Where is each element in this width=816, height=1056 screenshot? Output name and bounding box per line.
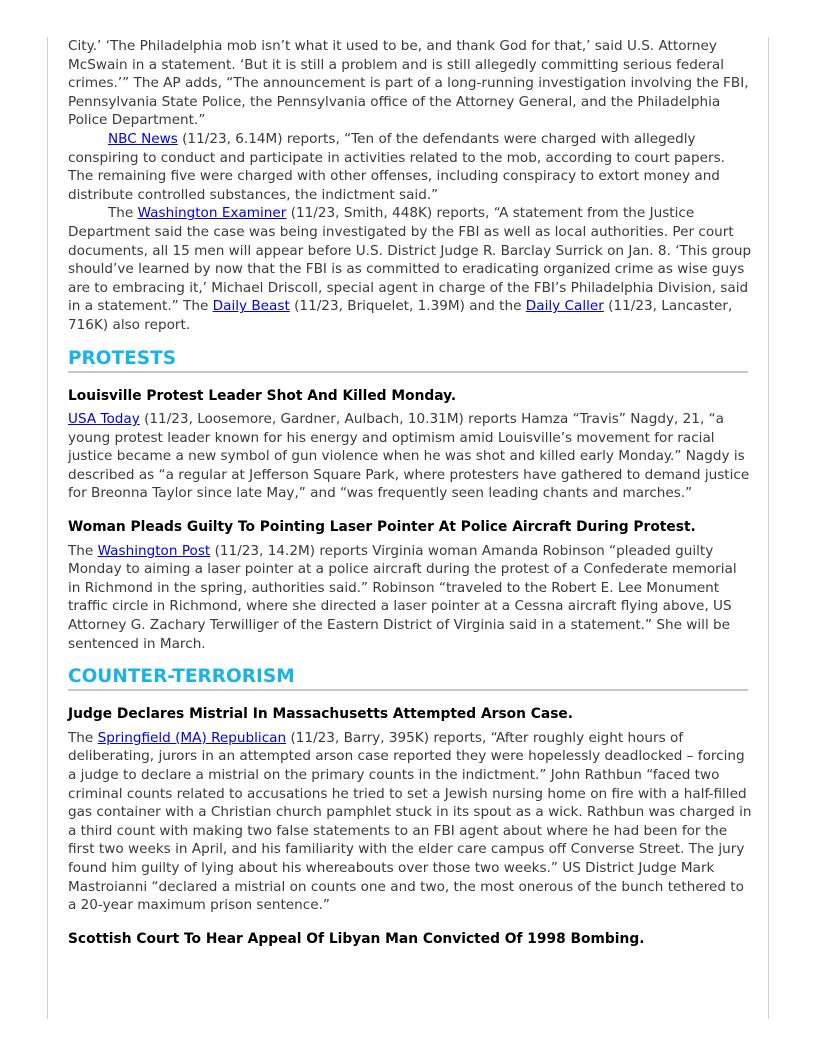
paragraph-text: (11/23, 14.2M) reports Virginia woman Amanda Robinson “pleaded guilty Monday to aiming a laser pointer at a police aircraft during the protest of a Confederate memorial in Richmond in the spring, authorities said.” Robinson “traveled to the Robert E. Lee Monument traffic circle in Richmond, where she directed a laser pointer at a Cessna aircraft flying above, US Attorney G. Zachary Terwilliger of the Eastern District of Virginia said in a statement.” She will be sentenced in March. — [68, 542, 737, 652]
paragraph — [68, 37, 752, 130]
paragraph-text: The — [68, 729, 98, 746]
paragraph — [68, 130, 752, 204]
section-title-counter-terrorism: COUNTER-TERRORISM — [68, 665, 748, 691]
paragraph-text: The — [108, 205, 138, 222]
section-title-protests: PROTESTS — [68, 347, 748, 373]
paragraph-text: The — [68, 542, 98, 559]
story-headline: Louisville Protest Leader Shot And Killed Monday. — [68, 387, 457, 404]
paragraph-text: (11/23, 6.14M) reports, “Ten of the defendants were charged with allegedly conspiring to conduct and participate in activities related to the mob, according to court papers. The remaining five were charged with other offenses, including conspiracy to extort money and distribute controlled substances, the indictment said.” — [68, 130, 725, 203]
paragraph-text: (11/23, Lancaster, 716K) also report. — [68, 298, 733, 333]
paragraph-text: City.’ ‘The Philadelphia mob isn’t what it used to be, and thank God for that,’ said U.S. Attorney McSwain in a statement. ‘But it is still a problem and is still allegedly committing serious federal crimes.’” The AP adds, “The announcement is part of a long-running investigation involving the FBI, Pennsylvania State Police, the Pennsylvania office of the Attorney General, and the Philadelphia Police Department.” — [68, 38, 749, 129]
link-daily-beast[interactable]: Daily Beast — [212, 298, 290, 315]
paragraph-text: (11/23, Briquelet, 1.39M) and the — [289, 298, 526, 315]
link-springfield-republican[interactable]: Springfield (MA) Republican — [97, 729, 287, 746]
paragraph-text: (11/23, Smith, 448K) reports, “A statement from the Justice Department said the case was being investigated by the FBI as well as local authorities. Per court documents, all 15 men will appear before U.S. District Judge R. Barclay Surrick on Jan. 8. ‘This group should’ve learned by now that the FBI is as committed to eradicating organized crime as wise guys are to embracing it,’ Michael Driscoll, special agent in charge of the FBI’s Philadelphia Division, said in a statement.” The — [68, 205, 752, 315]
link-nbc-news[interactable]: NBC News — [108, 130, 178, 147]
story-body — [68, 729, 752, 915]
story-headline: Scottish Court To Hear Appeal Of Libyan Man Convicted Of 1998 Bombing. — [68, 930, 645, 947]
paragraph-text: (11/23, Barry, 395K) reports, “After roughly eight hours of deliberating, jurors in an attempted arson case reported they were hopelessly deadlocked – forcing a judge to declare a mistrial on the primary counts in the indictment.” John Rathbun “faced two criminal counts related to accusations he tried to set a Jewish nursing home on fire with a half-filled gas container with a Christian church pamphlet stuck in its spout as a wick. Rathbun was charged in a third count with making two false statements to an FBI agent about where he had been for the first two weeks in April, and his familiarity with the elder care campus off Converse Street. The jury found him guilty of lying about his whereabouts over those two weeks.” US District Judge Mark Mastroianni “declared a mistrial on counts one and two, the most onerous of the bunch tethered to a 20-year maximum prison sentence.” — [68, 729, 752, 914]
story-headline: Woman Pleads Guilty To Pointing Laser Pointer At Police Aircraft During Protest. — [68, 519, 696, 536]
link-washington-examiner[interactable]: Washington Examiner — [137, 205, 287, 222]
link-daily-caller[interactable]: Daily Caller — [525, 298, 604, 315]
paragraph — [68, 204, 752, 334]
story-body — [68, 410, 752, 503]
story-body — [68, 542, 752, 654]
paragraph-text: (11/23, Loosemore, Gardner, Aulbach, 10.31M) reports Hamza “Travis” Nagdy, 21, “a young protest leader known for his energy and optimism amid Louisville’s movement for racial justice became a new symbol of gun violence when he was shot and killed early Monday.” Nagdy is described as “a regular at Jefferson Square Park, where protesters have gathered to demand justice for Breonna Taylor since late May,” and “was frequently seen leading chants and marches.” — [68, 411, 750, 502]
link-usa-today[interactable]: USA Today — [68, 411, 140, 428]
story-headline: Judge Declares Mistrial In Massachusetts Attempted Arson Case. — [68, 706, 574, 723]
newsletter-body — [68, 37, 752, 953]
link-washington-post[interactable]: Washington Post — [97, 542, 211, 559]
